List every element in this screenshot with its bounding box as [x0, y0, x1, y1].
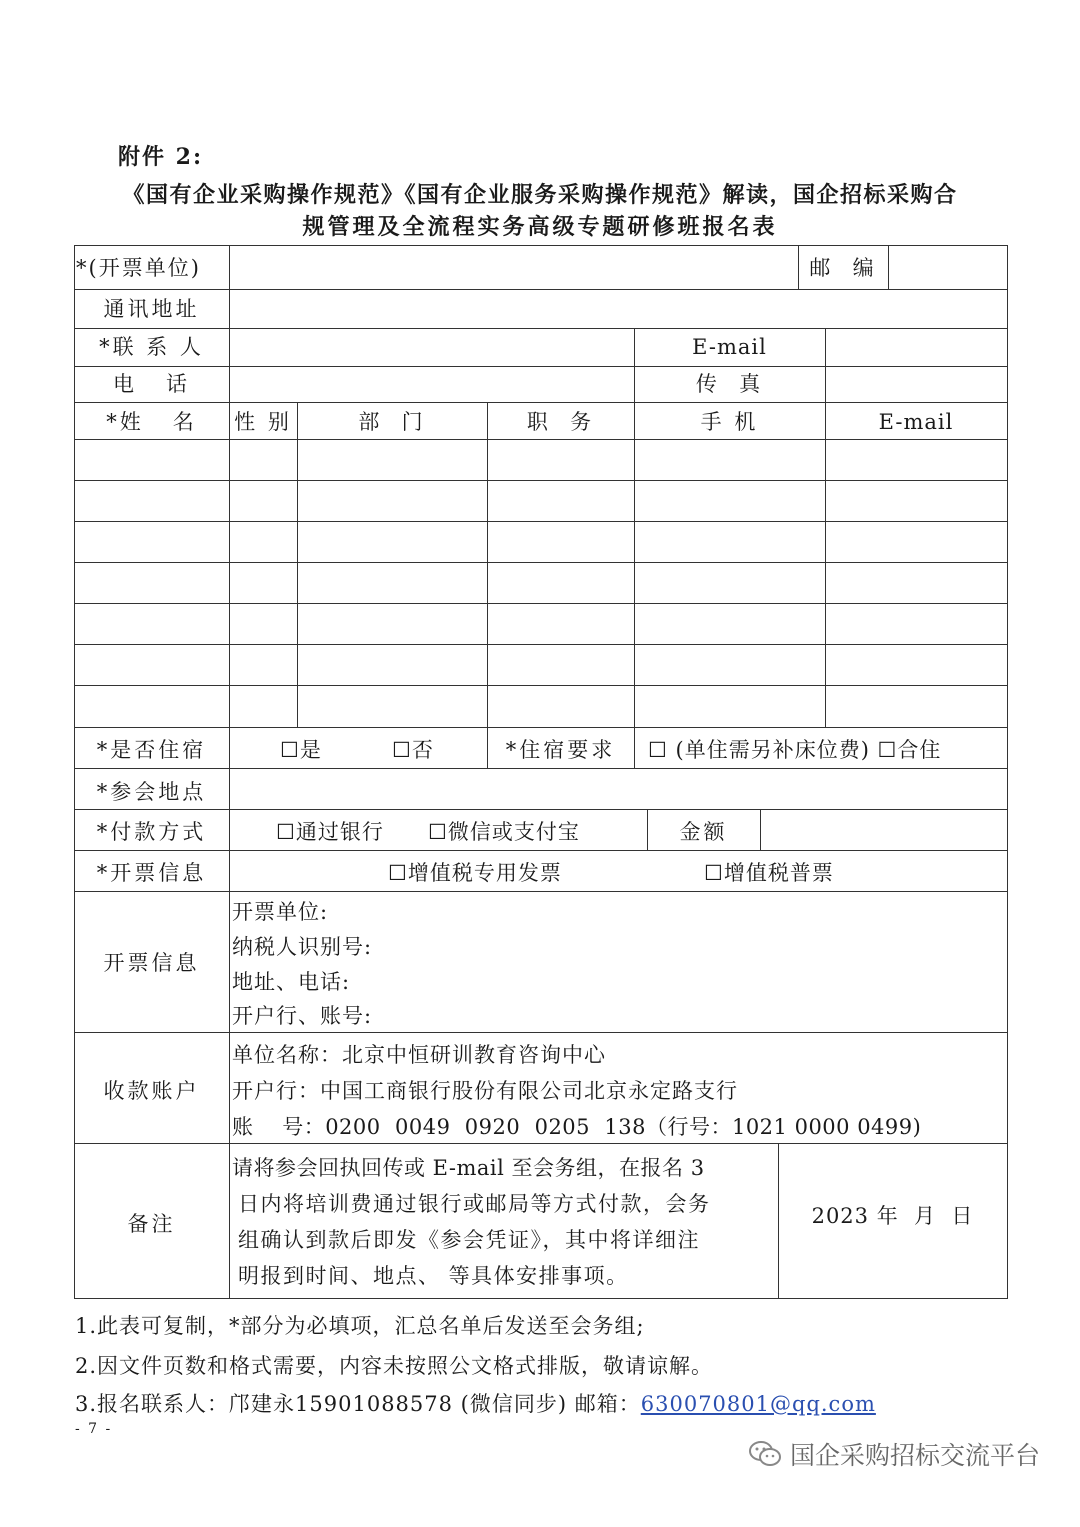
fax-label: 传 真	[695, 372, 764, 396]
remarks-line4: 明报到时间、地点、 等具体安排事项。	[238, 1264, 629, 1288]
remarks-line3: 组确认到款后即发《参会凭证》，其中将详细注	[238, 1228, 700, 1252]
col-gender-header: 性 别	[234, 410, 292, 434]
invoice-details-label: 开票信息	[103, 951, 200, 975]
lodging-requirement-options[interactable]: ☐ (单住需另补床位费) ☐合住	[648, 738, 942, 762]
col-email-header: E-mail	[878, 410, 954, 434]
remarks-line2: 日内将培训费通过银行或邮局等方式付款，会务	[238, 1192, 711, 1216]
note-1: 1.此表可复制，*部分为必填项，汇总名单后发送至会务组;	[75, 1314, 645, 1338]
account-unit-name: 单位名称：北京中恒研训教育咨询中心	[232, 1043, 606, 1067]
address-phone-field: 地址、电话:	[232, 970, 351, 994]
invoice-type-label: *开票信息	[96, 861, 207, 885]
venue-label: *参会地点	[96, 780, 207, 804]
contact-email-link[interactable]: 630070801@qq.com	[640, 1392, 876, 1416]
note-3	[75, 1388, 876, 1418]
invoice-unit-label: *(开票单位)	[76, 256, 201, 280]
payment-method-label: *付款方式	[96, 820, 207, 844]
note-3-text: 3.报名联系人：邝建永15901088578 (微信同步) 邮箱：	[75, 1392, 641, 1416]
lodging-label: *是否住宿	[96, 738, 207, 762]
remarks-label: 备注	[127, 1212, 176, 1236]
page-number: - 7 -	[75, 1421, 113, 1437]
attachment-label: 附件 2:	[118, 144, 204, 170]
watermark-text: 国企采购招标交流平台	[789, 1441, 1040, 1470]
account-number: 账 号：0200 0049 0920 0205 138（行号：1021 0000 0499)	[232, 1115, 922, 1139]
vat-special-invoice-checkbox[interactable]: ☐增值税专用发票	[388, 861, 562, 885]
lodging-requirement-label: *住宿要求	[505, 738, 616, 762]
form-title-line2: 规管理及全流程实务高级专题研修班报名表	[302, 214, 778, 240]
form-title-line1: 《国有企业采购操作规范》《国有企业服务采购操作规范》解读，国企招标采购合	[122, 182, 958, 208]
phone-label: 电 话	[112, 372, 191, 396]
col-name-header: *姓 名	[106, 410, 197, 434]
payment-bank-checkbox[interactable]: ☐通过银行	[276, 820, 384, 844]
col-department-header: 部 门	[358, 410, 426, 434]
postcode-label: 邮 编	[809, 256, 877, 280]
wechat-icon	[748, 1439, 782, 1469]
address-label: 通讯地址	[103, 297, 200, 321]
vat-normal-invoice-checkbox[interactable]: ☐增值税普票	[704, 861, 834, 885]
remarks-line1: 请将参会回执回传或 E-mail 至会务组，在报名 3	[232, 1156, 705, 1180]
invoice-unit-field: 开票单位:	[232, 900, 329, 924]
lodging-yes-checkbox[interactable]: ☐是	[280, 738, 322, 762]
col-position-header: 职 务	[526, 410, 595, 434]
account-bank-name: 开户行：中国工商银行股份有限公司北京永定路支行	[232, 1079, 738, 1103]
contact-label: *联 系 人	[99, 335, 204, 359]
bank-account-field: 开户行、账号:	[232, 1004, 373, 1028]
receiving-account-label: 收款账户	[103, 1079, 200, 1103]
taxpayer-id-field: 纳税人识别号:	[232, 935, 373, 959]
lodging-no-checkbox[interactable]: ☐否	[392, 738, 434, 762]
amount-label: 金额	[679, 820, 728, 844]
email-label: E-mail	[692, 335, 767, 359]
watermark	[748, 1436, 1040, 1472]
note-2: 2.因文件页数和格式需要，内容未按照公文格式排版，敬请谅解。	[75, 1354, 714, 1378]
col-mobile-header: 手 机	[700, 410, 759, 434]
payment-wechat-checkbox[interactable]: ☐微信或支付宝	[428, 820, 580, 844]
date-field: 2023 年 月 日	[811, 1204, 974, 1228]
